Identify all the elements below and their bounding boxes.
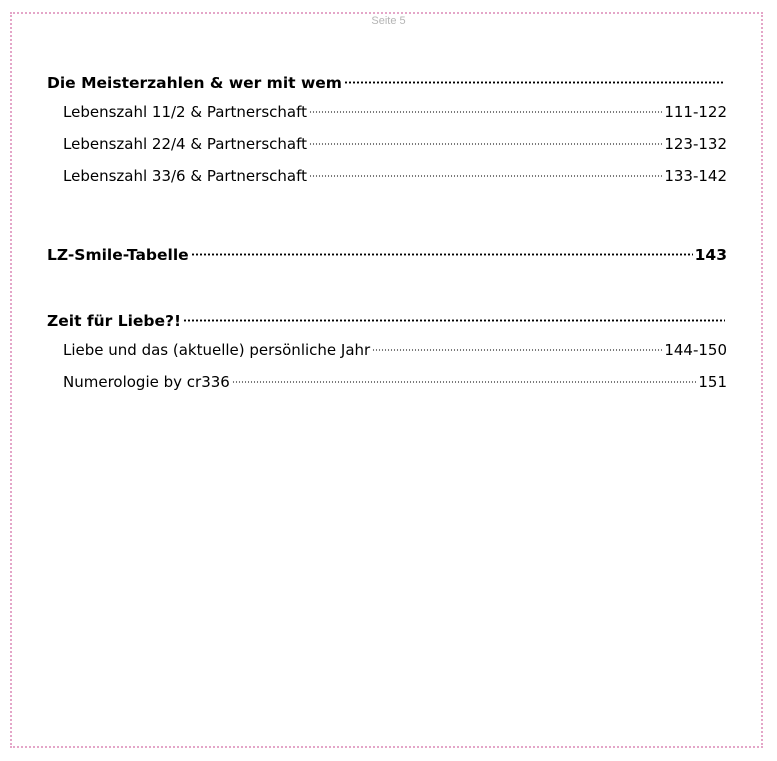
dot-leader <box>191 253 693 256</box>
toc-item-numerologie-by-cr336[interactable] <box>47 366 727 398</box>
dot-leader <box>372 349 662 351</box>
toc-item-title: Liebe und das (aktuelle) persönliche Jahr <box>63 341 371 359</box>
toc-item-title: Lebenszahl 11/2 & Partnerschaft <box>63 103 307 121</box>
toc-page-number: 133-142 <box>664 167 727 185</box>
dot-leader <box>183 319 725 322</box>
page-label: Seite 5 <box>371 15 406 27</box>
toc-page-number: 144-150 <box>664 341 727 359</box>
spacer <box>47 268 727 308</box>
toc-item-lebenszahl-11-2[interactable] <box>47 96 727 128</box>
toc-section-title: Die Meisterzahlen & wer mit wem <box>47 74 342 92</box>
table-of-contents <box>47 70 727 398</box>
dot-leader <box>309 175 662 177</box>
dot-leader <box>309 143 662 145</box>
toc-section-zeit-fuer-liebe[interactable] <box>47 308 727 334</box>
toc-section-title: LZ-Smile-Tabelle <box>47 246 189 264</box>
toc-section-lz-smile-tabelle[interactable] <box>47 242 727 268</box>
toc-section-title: Zeit für Liebe?! <box>47 312 182 330</box>
spacer <box>47 192 727 242</box>
toc-page-number: 151 <box>698 373 727 391</box>
toc-page-number: 123-132 <box>664 135 727 153</box>
toc-page-number: 143 <box>694 246 727 264</box>
toc-item-title: Numerologie by cr336 <box>63 373 230 391</box>
dot-leader <box>344 81 725 84</box>
toc-item-title: Lebenszahl 33/6 & Partnerschaft <box>63 167 307 185</box>
toc-item-title: Lebenszahl 22/4 & Partnerschaft <box>63 135 307 153</box>
toc-section-meisterzahlen[interactable] <box>47 70 727 96</box>
toc-item-lebenszahl-33-6[interactable] <box>47 160 727 192</box>
dot-leader <box>309 111 662 113</box>
toc-page-number: 111-122 <box>664 103 727 121</box>
toc-item-persoenliches-jahr[interactable] <box>47 334 727 366</box>
toc-item-lebenszahl-22-4[interactable] <box>47 128 727 160</box>
dot-leader <box>232 381 697 383</box>
